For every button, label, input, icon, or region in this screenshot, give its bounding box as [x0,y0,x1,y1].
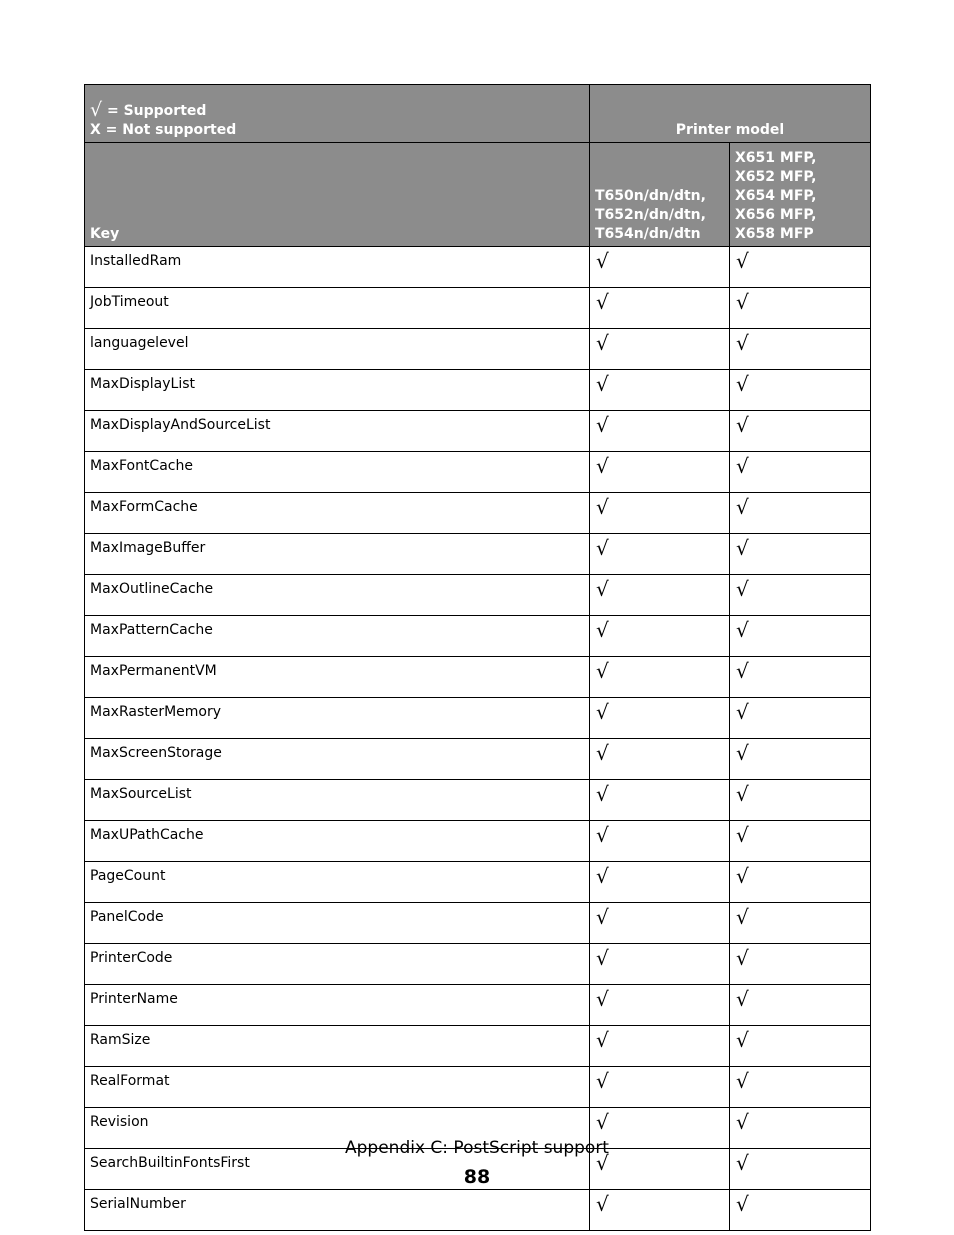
check-icon: √ [596,823,609,847]
support-cell-col2 [730,657,871,698]
support-cell-col1 [590,985,730,1026]
table-row [85,821,871,862]
support-cell-col2 [730,698,871,739]
key-cell: MaxPatternCache [85,616,590,657]
check-icon: √ [736,618,749,642]
support-cell-col2 [730,821,871,862]
support-cell-col1 [590,739,730,780]
support-cell-col2 [730,739,871,780]
support-cell-col1 [590,493,730,534]
key-cell: SerialNumber [85,1190,590,1231]
support-cell-col2 [730,1026,871,1067]
key-cell: MaxFontCache [85,452,590,493]
check-icon: √ [596,331,609,355]
model-col1-header [590,143,730,247]
key-cell: MaxRasterMemory [85,698,590,739]
check-icon: √ [596,577,609,601]
key-cell: MaxSourceList [85,780,590,821]
check-icon: √ [736,1110,749,1134]
table-row [85,1190,871,1231]
table-row [85,288,871,329]
support-cell-col2 [730,616,871,657]
key-cell: PrinterCode [85,944,590,985]
check-icon: √ [736,331,749,355]
legend-supported [90,101,584,121]
table-row [85,411,871,452]
support-cell-col2 [730,903,871,944]
table-row [85,616,871,657]
support-cell-col1 [590,534,730,575]
check-icon: √ [736,495,749,519]
check-icon: √ [736,1192,749,1216]
key-cell: PanelCode [85,903,590,944]
key-cell: Revision [85,1108,590,1149]
model-col1-line: T650n/dn/dtn, [595,188,706,204]
table-row [85,903,871,944]
check-icon: √ [596,454,609,478]
model-col2-line: X654 MFP, [735,188,817,204]
key-cell: MaxOutlineCache [85,575,590,616]
check-icon: √ [736,577,749,601]
key-cell: SearchBuiltinFontsFirst [85,1149,590,1190]
support-cell-col1 [590,1067,730,1108]
support-cell-col2 [730,452,871,493]
key-cell: MaxUPathCache [85,821,590,862]
printer-model-header: Printer model [590,85,871,143]
support-cell-col2 [730,985,871,1026]
support-cell-col1 [590,698,730,739]
check-icon: √ [596,290,609,314]
key-cell: RealFormat [85,1067,590,1108]
support-cell-col1 [590,247,730,288]
check-icon: √ [736,905,749,929]
table-row [85,493,871,534]
model-col2-header [730,143,871,247]
support-cell-col1 [590,411,730,452]
check-icon: √ [736,536,749,560]
check-icon: √ [596,413,609,437]
support-cell-col2 [730,575,871,616]
support-cell-col2 [730,1190,871,1231]
legend-supported-label: = Supported [106,103,207,119]
check-icon: √ [736,413,749,437]
check-icon: √ [736,987,749,1011]
check-icon: √ [596,1110,609,1134]
check-icon: √ [596,1151,609,1175]
page-number: 88 [463,1166,491,1188]
key-cell: MaxPermanentVM [85,657,590,698]
key-cell: PrinterName [85,985,590,1026]
table-row [85,1026,871,1067]
support-cell-col2 [730,862,871,903]
check-icon: √ [90,99,103,121]
key-cell: JobTimeout [85,288,590,329]
key-cell: MaxFormCache [85,493,590,534]
check-icon: √ [596,249,609,273]
support-cell-col1 [590,903,730,944]
support-cell-col2 [730,1067,871,1108]
check-icon: √ [596,618,609,642]
model-col2-line: X656 MFP, [735,207,817,223]
check-icon: √ [736,290,749,314]
check-icon: √ [596,659,609,683]
table-row [85,1067,871,1108]
key-cell: MaxImageBuffer [85,534,590,575]
check-icon: √ [596,1028,609,1052]
support-cell-col2 [730,411,871,452]
support-cell-col1 [590,616,730,657]
check-icon: √ [736,946,749,970]
check-icon: √ [596,1192,609,1216]
support-cell-col1 [590,370,730,411]
check-icon: √ [596,741,609,765]
table-row [85,862,871,903]
check-icon: √ [596,987,609,1011]
table-row [85,575,871,616]
check-icon: √ [736,823,749,847]
table-row [85,534,871,575]
key-cell: PageCount [85,862,590,903]
check-icon: √ [736,700,749,724]
check-icon: √ [736,741,749,765]
check-icon: √ [596,864,609,888]
table-row [85,985,871,1026]
support-cell-col1 [590,288,730,329]
table-row [85,247,871,288]
check-icon: √ [596,372,609,396]
table-row [85,944,871,985]
support-cell-col1 [590,944,730,985]
table-header-row-2 [85,143,871,247]
check-icon: √ [596,495,609,519]
support-cell-col1 [590,1190,730,1231]
support-cell-col2 [730,534,871,575]
legend-cell [85,85,590,143]
table-row [85,329,871,370]
model-col2-line: X652 MFP, [735,169,817,185]
support-cell-col1 [590,862,730,903]
key-cell: MaxScreenStorage [85,739,590,780]
support-cell-col1 [590,821,730,862]
support-cell-col1 [590,657,730,698]
table-row [85,370,871,411]
support-cell-col2 [730,780,871,821]
support-cell-col1 [590,1026,730,1067]
model-col2-line: X651 MFP, [735,150,817,166]
check-icon: √ [596,1069,609,1093]
support-cell-col2 [730,329,871,370]
support-table [84,84,871,1231]
check-icon: √ [736,659,749,683]
model-col2-line: X658 MFP [735,226,814,242]
support-cell-col2 [730,944,871,985]
table-row [85,739,871,780]
check-icon: √ [736,782,749,806]
check-icon: √ [596,946,609,970]
check-icon: √ [736,372,749,396]
support-cell-col2 [730,370,871,411]
footer-title: Appendix C: PostScript support [345,1138,609,1158]
key-cell: languagelevel [85,329,590,370]
check-icon: √ [736,1028,749,1052]
model-col1-line: T654n/dn/dtn [595,226,701,242]
check-icon: √ [736,249,749,273]
check-icon: √ [736,454,749,478]
check-icon: √ [596,782,609,806]
check-icon: √ [736,1069,749,1093]
check-icon: √ [596,536,609,560]
key-cell: MaxDisplayAndSourceList [85,411,590,452]
legend-not-supported: X = Not supported [90,122,237,138]
support-cell-col1 [590,329,730,370]
table-row [85,780,871,821]
check-icon: √ [736,864,749,888]
support-cell-col2 [730,493,871,534]
support-cell-col2 [730,288,871,329]
key-header: Key [85,143,590,247]
table-row [85,698,871,739]
check-icon: √ [736,1151,749,1175]
table-row [85,657,871,698]
support-cell-col1 [590,575,730,616]
table-row [85,452,871,493]
check-icon: √ [596,905,609,929]
check-icon: √ [596,700,609,724]
key-cell: MaxDisplayList [85,370,590,411]
support-cell-col1 [590,780,730,821]
key-cell: InstalledRam [85,247,590,288]
support-cell-col1 [590,452,730,493]
model-col1-line: T652n/dn/dtn, [595,207,706,223]
key-cell: RamSize [85,1026,590,1067]
table-header-row-1 [85,85,871,143]
support-cell-col2 [730,247,871,288]
